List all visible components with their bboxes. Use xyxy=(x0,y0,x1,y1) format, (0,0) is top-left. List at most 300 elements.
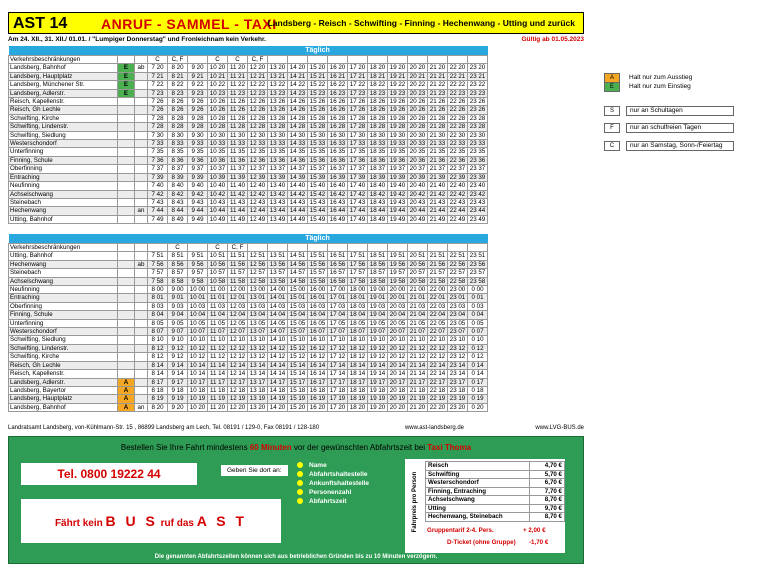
departure-time: 15 57 xyxy=(308,269,328,277)
departure-time: 16 57 xyxy=(328,269,348,277)
departure-time: 23 37 xyxy=(468,165,488,173)
departure-time: 13 30 xyxy=(268,131,288,139)
departure-time: 18 00 xyxy=(348,286,368,294)
departure-time: 21 39 xyxy=(428,173,448,181)
departure-time: 8 10 xyxy=(148,336,168,344)
bullet-icon xyxy=(297,480,303,486)
price-destination: Achselschwang xyxy=(426,496,530,505)
stop-marker: A xyxy=(118,386,135,394)
table-row xyxy=(9,165,488,173)
departure-time: 7 22 xyxy=(148,81,168,89)
departure-time: 12 28 xyxy=(248,123,268,131)
departure-time: 7 57 xyxy=(148,269,168,277)
departure-time: 17 12 xyxy=(328,353,348,361)
stop-name: Schwifting, Lindenstr. xyxy=(9,123,118,131)
departure-time: 10 12 xyxy=(188,344,208,352)
table-row xyxy=(9,215,488,223)
departure-time: 13 33 xyxy=(268,140,288,148)
departure-time: 21 18 xyxy=(408,386,428,394)
table-row xyxy=(9,395,488,403)
departure-time: 13 23 xyxy=(268,89,288,97)
departure-time: 23 18 xyxy=(448,386,468,394)
stop-marker xyxy=(118,156,135,164)
departure-time: 16 18 xyxy=(308,386,328,394)
departure-time: 23 03 xyxy=(448,302,468,310)
departure-time: 9 44 xyxy=(188,207,208,215)
restriction-cell xyxy=(388,56,408,64)
legend-item xyxy=(604,106,734,116)
departure-time: 8 28 xyxy=(168,114,188,122)
departure-time: 19 00 xyxy=(368,286,388,294)
departure-time: 20 39 xyxy=(408,173,428,181)
departure-time: 16 49 xyxy=(328,215,348,223)
departure-time: 11 35 xyxy=(228,148,248,156)
table-row xyxy=(9,190,488,198)
table-row xyxy=(9,319,488,327)
departure-time: 10 14 xyxy=(188,361,208,369)
departure-time: 22 58 xyxy=(448,277,468,285)
departure-time: 14 40 xyxy=(288,182,308,190)
stop-direction xyxy=(135,190,148,198)
departure-time: 16 17 xyxy=(308,378,328,386)
departure-time: 16 03 xyxy=(308,302,328,310)
stop-name: Steinebach xyxy=(9,198,118,206)
departure-time: 20 51 xyxy=(408,252,428,260)
departure-time: 8 26 xyxy=(168,106,188,114)
departure-time: 16 04 xyxy=(308,311,328,319)
departure-time: 17 57 xyxy=(348,269,368,277)
departure-time: 23 56 xyxy=(468,260,488,268)
departure-time: 19 14 xyxy=(368,370,388,378)
stop-marker xyxy=(118,98,135,106)
stop-marker xyxy=(118,269,135,277)
departure-time: 17 20 xyxy=(328,403,348,411)
table-row xyxy=(9,173,488,181)
departure-time: 11 12 xyxy=(208,353,228,361)
departure-time: 12 42 xyxy=(248,190,268,198)
departure-time: 7 58 xyxy=(148,277,168,285)
departure-time: 15 33 xyxy=(308,140,328,148)
departure-time: 9 40 xyxy=(188,182,208,190)
band-spacer xyxy=(118,234,135,244)
stop-direction xyxy=(135,302,148,310)
departure-time: 7 33 xyxy=(148,140,168,148)
departure-time: 17 22 xyxy=(348,81,368,89)
departure-time: 19 57 xyxy=(388,269,408,277)
departure-time: 14 19 xyxy=(268,395,288,403)
stop-direction xyxy=(135,319,148,327)
departure-time: 18 07 xyxy=(348,328,368,336)
departure-time: 10 00 xyxy=(188,286,208,294)
departure-time: 19 49 xyxy=(388,215,408,223)
departure-time: 0 14 xyxy=(468,361,488,369)
departure-time: 23 57 xyxy=(468,269,488,277)
departure-time: 11 20 xyxy=(208,403,228,411)
departure-time: 7 49 xyxy=(148,215,168,223)
departure-time: 12 17 xyxy=(228,378,248,386)
departure-time: 19 19 xyxy=(368,395,388,403)
departure-time: 13 58 xyxy=(268,277,288,285)
departure-time: 12 43 xyxy=(248,198,268,206)
departure-time: 20 44 xyxy=(408,207,428,215)
departure-time: 7 37 xyxy=(148,165,168,173)
departure-time: 0 00 xyxy=(468,286,488,294)
departure-time: 15 42 xyxy=(308,190,328,198)
departure-time: 13 03 xyxy=(248,302,268,310)
price-value: 7,70 € xyxy=(530,487,565,496)
departure-time: 12 39 xyxy=(248,173,268,181)
departure-time: 22 04 xyxy=(428,311,448,319)
departure-time: 23 19 xyxy=(448,395,468,403)
restriction-cell xyxy=(428,56,448,64)
departure-time: 8 44 xyxy=(168,207,188,215)
departure-time: 13 05 xyxy=(248,319,268,327)
departure-time: 18 30 xyxy=(368,131,388,139)
departure-time: 17 03 xyxy=(328,302,348,310)
departure-time: 19 12 xyxy=(368,344,388,352)
departure-time: 18 37 xyxy=(368,165,388,173)
line-number: AST 14 xyxy=(13,15,68,32)
departure-time: 17 56 xyxy=(348,260,368,268)
departure-time: 11 18 xyxy=(208,386,228,394)
departure-time: 17 19 xyxy=(328,395,348,403)
stop-direction xyxy=(135,378,148,386)
departure-time: 17 23 xyxy=(348,89,368,97)
departure-time: 18 14 xyxy=(348,361,368,369)
departure-time: 21 14 xyxy=(408,370,428,378)
departure-time: 8 19 xyxy=(148,395,168,403)
departure-time: 16 12 xyxy=(308,344,328,352)
departure-time: 10 49 xyxy=(208,215,228,223)
departure-time: 0 20 xyxy=(468,403,488,411)
departure-time: 13 00 xyxy=(248,286,268,294)
departure-time: 8 49 xyxy=(168,215,188,223)
restriction-cell xyxy=(288,56,308,64)
stop-direction xyxy=(135,198,148,206)
departure-time: 14 36 xyxy=(288,156,308,164)
departure-time: 14 49 xyxy=(288,215,308,223)
departure-time: 0 04 xyxy=(468,311,488,319)
departure-time: 17 39 xyxy=(348,173,368,181)
departure-time: 10 12 xyxy=(188,353,208,361)
departure-time: 10 51 xyxy=(208,252,228,260)
stop-name: Schwifting, Siedlung xyxy=(9,131,118,139)
timetable-outbound xyxy=(8,46,488,224)
departure-time: 8 20 xyxy=(148,403,168,411)
departure-time: 11 28 xyxy=(228,123,248,131)
table-row xyxy=(9,148,488,156)
departure-time: 13 26 xyxy=(268,106,288,114)
departure-time: 12 12 xyxy=(228,344,248,352)
order-field-label: Personenzahl xyxy=(309,489,352,496)
stop-name: Reisch, Gh Lechle xyxy=(9,106,118,114)
departure-time: 14 21 xyxy=(288,72,308,80)
stop-direction xyxy=(135,156,148,164)
stop-name: Reisch, Gh Lechle xyxy=(9,361,118,369)
footer-web-ast[interactable]: www.ast-landsberg.de xyxy=(404,425,464,431)
departure-time: 15 28 xyxy=(308,114,328,122)
stop-marker xyxy=(118,131,135,139)
departure-time: 7 30 xyxy=(148,131,168,139)
stop-marker: A xyxy=(118,403,135,411)
stop-direction xyxy=(135,386,148,394)
departure-time: 9 14 xyxy=(168,370,188,378)
departure-time: 21 30 xyxy=(428,131,448,139)
table-row xyxy=(9,140,488,148)
stop-name: Steinebach xyxy=(9,269,118,277)
departure-time: 18 12 xyxy=(348,344,368,352)
dticket-price: -1,70 € xyxy=(529,539,549,546)
stop-name: Finning, Schule xyxy=(9,311,118,319)
departure-time: 13 20 xyxy=(248,403,268,411)
departure-time: 22 20 xyxy=(428,403,448,411)
order-label: Geben Sie dort an: xyxy=(221,465,288,476)
departure-time: 10 19 xyxy=(188,395,208,403)
price-row xyxy=(426,504,565,513)
departure-time: 16 19 xyxy=(308,395,328,403)
departure-time: 16 14 xyxy=(308,361,328,369)
departure-time: 22 17 xyxy=(428,378,448,386)
departure-time: 19 26 xyxy=(388,106,408,114)
departure-time: 17 37 xyxy=(348,165,368,173)
departure-time: 8 03 xyxy=(148,302,168,310)
departure-time: 18 35 xyxy=(368,148,388,156)
departure-time: 10 36 xyxy=(208,156,228,164)
departure-time: 16 40 xyxy=(328,182,348,190)
departure-time: 8 17 xyxy=(148,378,168,386)
departure-time: 10 43 xyxy=(208,198,228,206)
restriction-cell: C xyxy=(168,244,188,252)
departure-time: 10 56 xyxy=(208,260,228,268)
departure-time: 15 30 xyxy=(308,131,328,139)
departure-time: 20 07 xyxy=(388,328,408,336)
departure-time: 16 51 xyxy=(328,252,348,260)
departure-time: 12 21 xyxy=(248,72,268,80)
departure-time: 17 04 xyxy=(328,311,348,319)
departure-time: 20 56 xyxy=(408,260,428,268)
departure-time: 18 28 xyxy=(368,123,388,131)
departure-time: 18 56 xyxy=(368,260,388,268)
stop-name: Hechenwang xyxy=(9,260,118,268)
departure-time: 8 04 xyxy=(148,311,168,319)
departure-time: 8 01 xyxy=(148,294,168,302)
departure-time: 10 57 xyxy=(208,269,228,277)
restriction-cell: C xyxy=(208,244,228,252)
departure-time: 14 05 xyxy=(268,319,288,327)
stop-marker: E xyxy=(118,72,135,80)
table-row xyxy=(9,182,488,190)
departure-time: 0 12 xyxy=(468,353,488,361)
departure-time: 13 18 xyxy=(248,386,268,394)
stop-marker xyxy=(118,252,135,260)
departure-time: 23 14 xyxy=(448,361,468,369)
restriction-cell: C xyxy=(148,56,168,64)
departure-time: 9 58 xyxy=(188,277,208,285)
stop-name: Landsberg, Bahnhof xyxy=(9,64,118,72)
departure-time: 19 03 xyxy=(368,302,388,310)
departure-time: 8 21 xyxy=(168,72,188,80)
departure-time: 21 33 xyxy=(428,140,448,148)
stop-name: Landsberg, Hauptplatz xyxy=(9,72,118,80)
departure-time: 8 18 xyxy=(148,386,168,394)
departure-time: 10 14 xyxy=(188,370,208,378)
departure-time: 17 21 xyxy=(348,72,368,80)
restriction-cell: C, F xyxy=(168,56,188,64)
departure-time: 21 28 xyxy=(428,123,448,131)
departure-time: 22 14 xyxy=(428,370,448,378)
stop-marker xyxy=(118,344,135,352)
order-fields xyxy=(297,461,369,506)
price-value: 4,70 € xyxy=(530,462,565,471)
departure-time: 8 57 xyxy=(168,269,188,277)
departure-time: 12 22 xyxy=(248,81,268,89)
departure-time: 12 14 xyxy=(228,370,248,378)
stop-direction xyxy=(135,131,148,139)
departure-time: 21 36 xyxy=(428,156,448,164)
departure-time: 20 26 xyxy=(408,106,428,114)
departure-time: 19 51 xyxy=(388,252,408,260)
departure-time: 19 23 xyxy=(388,89,408,97)
stop-marker xyxy=(118,173,135,181)
price-destination: Hechenwang, Steinebach xyxy=(426,513,530,522)
departure-time: 11 43 xyxy=(228,198,248,206)
departure-time: 13 44 xyxy=(268,207,288,215)
departure-time: 9 19 xyxy=(168,395,188,403)
departure-time: 20 26 xyxy=(408,98,428,106)
restriction-cell xyxy=(348,244,368,252)
table-row xyxy=(9,81,488,89)
departure-time: 22 28 xyxy=(448,123,468,131)
departure-time: 14 26 xyxy=(288,98,308,106)
departure-time: 9 22 xyxy=(188,81,208,89)
order-field-label: Name xyxy=(309,462,327,469)
price-title: Fahrpreis pro Person xyxy=(412,471,418,533)
departure-time: 17 58 xyxy=(348,277,368,285)
departure-time: 16 28 xyxy=(328,123,348,131)
departure-time: 15 12 xyxy=(288,353,308,361)
stop-direction xyxy=(135,269,148,277)
stop-marker xyxy=(118,294,135,302)
footer-web-lvg[interactable]: www.LVG-BUS.de xyxy=(535,425,584,431)
departure-time: 10 23 xyxy=(208,89,228,97)
departure-time: 18 12 xyxy=(348,353,368,361)
stop-marker xyxy=(118,286,135,294)
departure-time: 10 01 xyxy=(188,294,208,302)
departure-time: 11 23 xyxy=(228,89,248,97)
legend-text: Halt nur zum Einstieg xyxy=(629,83,691,90)
restriction-cell xyxy=(348,56,368,64)
departure-time: 10 20 xyxy=(188,403,208,411)
departure-time: 8 39 xyxy=(168,173,188,181)
departure-time: 14 33 xyxy=(288,140,308,148)
departure-time: 23 39 xyxy=(468,173,488,181)
departure-time: 19 01 xyxy=(368,294,388,302)
departure-time: 15 28 xyxy=(308,123,328,131)
restriction-cell xyxy=(148,244,168,252)
departure-time: 11 10 xyxy=(208,336,228,344)
departure-time: 12 37 xyxy=(248,165,268,173)
departure-time: 21 01 xyxy=(408,294,428,302)
stop-marker xyxy=(118,198,135,206)
departure-time: 20 05 xyxy=(388,319,408,327)
departure-time: 7 21 xyxy=(148,72,168,80)
departure-time: 23 43 xyxy=(468,198,488,206)
departure-time: 8 00 xyxy=(148,286,168,294)
dticket-label: D-Ticket (ohne Gruppe) xyxy=(447,539,516,546)
departure-time: 23 12 xyxy=(448,353,468,361)
departure-time: 11 39 xyxy=(228,173,248,181)
departure-time: 22 44 xyxy=(448,207,468,215)
departure-time: 23 10 xyxy=(448,336,468,344)
stop-name: Schwifting, Kirche xyxy=(9,114,118,122)
group-price: + 2,00 € xyxy=(523,527,546,534)
stop-direction xyxy=(135,114,148,122)
departure-time: 9 37 xyxy=(188,165,208,173)
departure-time: 16 20 xyxy=(328,64,348,72)
departure-time: 0 01 xyxy=(468,294,488,302)
departure-time: 8 37 xyxy=(168,165,188,173)
departure-time: 11 03 xyxy=(208,302,228,310)
departure-time: 17 42 xyxy=(348,190,368,198)
departure-time: 21 49 xyxy=(428,215,448,223)
stop-marker xyxy=(118,114,135,122)
departure-time: 22 01 xyxy=(428,294,448,302)
phone-number[interactable]: Tel. 0800 19222 44 xyxy=(21,463,197,485)
departure-time: 23 14 xyxy=(448,370,468,378)
departure-time: 20 43 xyxy=(408,198,428,206)
departure-time: 18 20 xyxy=(368,64,388,72)
departure-time: 16 20 xyxy=(308,403,328,411)
departure-time: 16 01 xyxy=(308,294,328,302)
departure-time: 23 44 xyxy=(468,207,488,215)
legend-code: S xyxy=(604,106,620,116)
departure-time: 12 14 xyxy=(228,361,248,369)
departure-time: 20 58 xyxy=(408,277,428,285)
departure-time: 10 07 xyxy=(188,328,208,336)
departure-time: 17 43 xyxy=(348,198,368,206)
departure-time: 8 14 xyxy=(148,361,168,369)
price-row xyxy=(426,462,565,471)
stop-name: Schwifting, Lindenstr. xyxy=(9,344,118,352)
table-row xyxy=(9,269,488,277)
departure-time: 10 10 xyxy=(188,336,208,344)
departure-time: 8 56 xyxy=(168,260,188,268)
departure-time: 18 01 xyxy=(348,294,368,302)
table-row xyxy=(9,98,488,106)
departure-time: 20 20 xyxy=(408,64,428,72)
stop-marker xyxy=(118,165,135,173)
departure-time: 14 35 xyxy=(288,148,308,156)
departure-time: 9 33 xyxy=(188,140,208,148)
departure-time: 11 40 xyxy=(228,182,248,190)
departure-time: 13 12 xyxy=(248,344,268,352)
departure-time: 18 28 xyxy=(368,114,388,122)
departure-time: 15 56 xyxy=(308,260,328,268)
departure-time: 22 12 xyxy=(428,353,448,361)
departure-time: 18 43 xyxy=(368,198,388,206)
order-field-label: Ankunftshaltestelle xyxy=(309,480,369,487)
restriction-cell xyxy=(468,56,488,64)
departure-time: 12 58 xyxy=(248,277,268,285)
legend-text: nur an schulfreien Tagen xyxy=(626,123,734,133)
departure-time: 18 57 xyxy=(368,269,388,277)
stop-direction xyxy=(135,252,148,260)
departure-time: 17 44 xyxy=(348,207,368,215)
stop-name: Westerschondorf xyxy=(9,328,118,336)
restriction-spacer xyxy=(135,56,148,64)
departure-time: 12 04 xyxy=(228,311,248,319)
departure-time: 23 20 xyxy=(448,403,468,411)
